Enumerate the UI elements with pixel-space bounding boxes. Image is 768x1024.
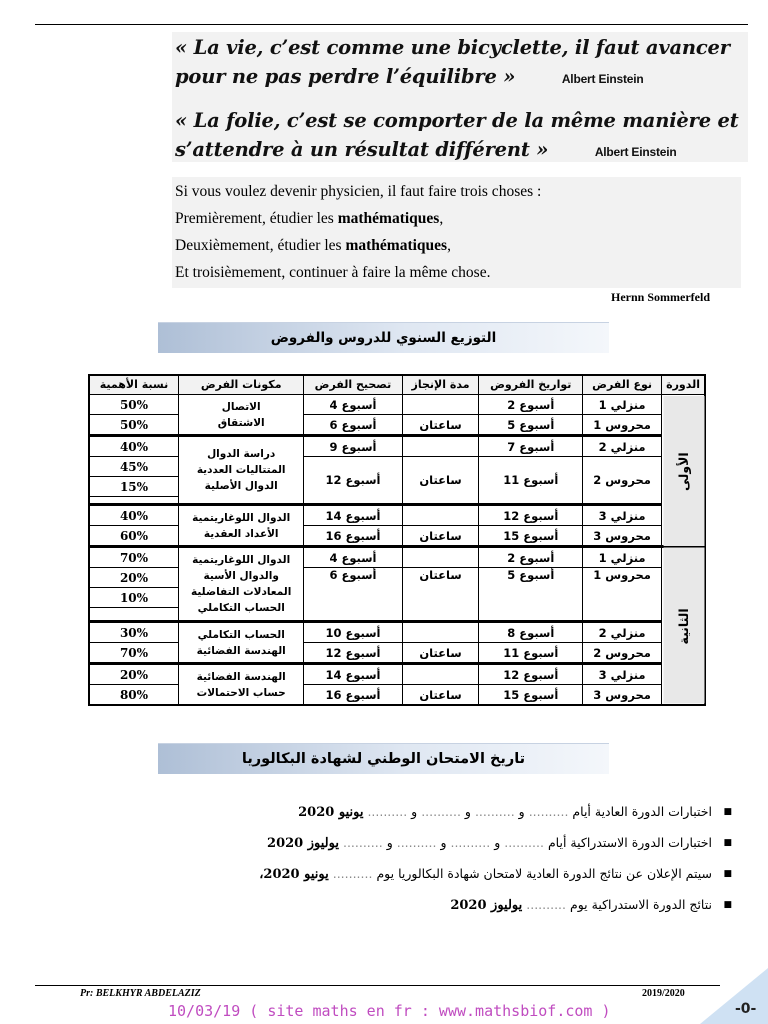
top-rule <box>35 24 748 25</box>
table-row <box>89 395 705 415</box>
list-item <box>120 860 732 891</box>
blank-dots: .......... <box>367 804 408 819</box>
and-word: و <box>440 835 447 850</box>
phys-line-2-pre: Premièrement, étudier les <box>175 210 338 227</box>
cell-correction: أسبوع 4 <box>304 395 402 415</box>
blank-dots: .......... <box>342 835 383 850</box>
annual-distribution-table <box>88 374 706 706</box>
cell-type: محروس 1 <box>583 415 662 436</box>
physicist-quote <box>175 178 735 286</box>
cell-weight: 45% <box>89 457 178 477</box>
exam-line-4-date: يوليوز 2020 <box>450 898 523 913</box>
semester-2-label: الثانية <box>662 547 705 706</box>
phys-line-3 <box>175 232 735 259</box>
blank-dots: .......... <box>526 897 566 912</box>
square-bullet-icon: ■ <box>723 838 732 848</box>
quote-1 <box>175 33 745 94</box>
blank-dots: .......... <box>504 835 544 850</box>
cell-correction: أسبوع 14 <box>304 664 402 685</box>
component-line: الاشتقاق <box>217 416 265 429</box>
exam-dates-list <box>120 798 732 922</box>
exam-line-3-text: سيتم الإعلان عن نتائج الدورة العادية لامتحان شهادة البكالوريا يوم <box>376 866 712 881</box>
cell-correction: أسبوع 12 <box>304 643 402 664</box>
component-line: الحساب التكاملي <box>197 628 285 641</box>
footer-year: 2019/2020 <box>642 988 685 999</box>
and-word: و <box>494 835 501 850</box>
cell-type: منزلي 2 <box>583 436 662 457</box>
cell-components <box>178 505 303 547</box>
cell-correction: أسبوع 6 <box>304 568 402 622</box>
phys-line-3-bold: mathématiques <box>345 237 448 254</box>
cell-correction: أسبوع 6 <box>304 415 402 436</box>
cell-correction: أسبوع 14 <box>304 505 402 526</box>
exam-line-4-text: نتائج الدورة الاستدراكية يوم <box>569 897 712 912</box>
annual-distribution-banner: التوزيع السنوي للدروس والفروض <box>158 322 609 353</box>
component-line: المتتاليات العددية <box>196 464 286 476</box>
cell-date: أسبوع 11 <box>479 457 583 505</box>
cell-duration: ساعتان <box>402 568 479 622</box>
quote-1-text: « La vie, c’est comme une bicyclette, il faut avancer pour ne pas perdre l’équilibre » <box>175 36 730 88</box>
component-line: الدوال اللوغاريتمية <box>192 511 291 524</box>
cell-weight-spacer <box>89 608 178 622</box>
cell-components <box>178 622 303 664</box>
cell-type: محروس 3 <box>583 526 662 547</box>
cell-type: منزلي 3 <box>583 505 662 526</box>
cell-weight: 15% <box>89 477 178 497</box>
baccalaureate-exam-banner: تاريخ الامتحان الوطني لشهادة البكالوريا <box>158 743 609 774</box>
square-bullet-icon: ■ <box>723 869 732 879</box>
phys-line-3-pre: Deuxièmement, étudier les <box>175 237 346 254</box>
cell-duration <box>402 622 479 643</box>
cell-weight: 80% <box>89 685 178 706</box>
and-word: و <box>464 804 471 819</box>
component-line: الحساب التكاملي <box>197 602 285 614</box>
blank-dots: .......... <box>421 804 461 819</box>
header-semester: الدورة <box>662 375 705 395</box>
cell-type: محروس 2 <box>583 457 662 505</box>
cell-duration <box>402 505 479 526</box>
quote-2 <box>175 106 745 167</box>
cell-weight-spacer <box>89 497 178 505</box>
and-word: و <box>411 804 418 819</box>
component-line: الدوال الأصلية <box>204 480 278 492</box>
cell-correction: أسبوع 9 <box>304 436 402 457</box>
cell-type: منزلي 3 <box>583 664 662 685</box>
table-row <box>89 547 705 568</box>
cell-weight: 20% <box>89 568 178 588</box>
table-row <box>89 622 705 643</box>
exam-line-2-date: يوليوز 2020 <box>267 836 339 851</box>
cell-weight: 60% <box>89 526 178 547</box>
blank-dots: .......... <box>474 804 515 819</box>
phys-line-2-post: , <box>439 210 444 227</box>
quote-2-author: Albert Einstein <box>594 145 677 159</box>
exam-line-3-date: يونيو 2020، <box>259 867 329 882</box>
phys-line-2-bold: mathématiques <box>337 210 440 227</box>
list-item <box>120 829 732 860</box>
page-number: -0- <box>735 1001 757 1017</box>
cell-weight: 50% <box>89 395 178 415</box>
exam-line-1-date: يونيو 2020 <box>298 805 364 820</box>
cell-duration <box>402 395 479 415</box>
cell-weight: 10% <box>89 588 178 608</box>
cell-weight: 40% <box>89 505 178 526</box>
physicist-signature: Hernn Sommerfeld <box>611 290 710 304</box>
square-bullet-icon: ■ <box>723 807 732 817</box>
cell-weight: 30% <box>89 622 178 643</box>
footer-rule <box>35 985 720 986</box>
cell-date: أسبوع 11 <box>479 643 583 664</box>
component-line: الدوال اللوغاريتمية <box>192 554 291 566</box>
cell-duration: ساعتان <box>402 685 479 706</box>
quote-2-text: « La folie, c’est se comporter de la même manière et s’attendre à un résultat différent » <box>175 109 739 161</box>
cell-duration: ساعتان <box>402 415 479 436</box>
table-row <box>89 664 705 685</box>
header-correction: تصحيح الفرض <box>304 375 402 395</box>
header-components: مكونات الفرض <box>178 375 303 395</box>
list-item <box>120 891 732 922</box>
cell-duration <box>402 664 479 685</box>
blank-dots: .......... <box>332 866 373 881</box>
cell-duration <box>402 436 479 457</box>
cell-duration: ساعتان <box>402 643 479 664</box>
header-test-type: نوع الفرض <box>583 375 662 395</box>
component-line: دراسة الدوال <box>207 448 276 460</box>
cell-correction: أسبوع 16 <box>304 526 402 547</box>
cell-weight: 70% <box>89 547 178 568</box>
cell-duration <box>402 547 479 568</box>
footer-author: Pr: BELKHYR ABDELAZIZ <box>80 988 201 999</box>
list-item <box>120 798 732 829</box>
quote-1-author: Albert Einstein <box>561 72 644 86</box>
cell-type: محروس 2 <box>583 643 662 664</box>
cell-date: أسبوع 2 <box>479 395 583 415</box>
phys-line-2 <box>175 205 735 232</box>
cell-weight: 40% <box>89 436 178 457</box>
table-header-row <box>89 375 705 395</box>
table-row <box>89 436 705 457</box>
cell-type: منزلي 1 <box>583 395 662 415</box>
header-weight: نسبة الأهمية <box>89 375 178 395</box>
phys-line-1: Si vous voulez devenir physicien, il faut faire trois choses : <box>175 183 542 200</box>
phys-line-4: Et troisièmement, continuer à faire la même chose. <box>175 264 491 281</box>
exam-line-1-text: اختبارات الدورة العادية أيام <box>572 804 712 819</box>
and-word: و <box>386 835 393 850</box>
cell-date: أسبوع 7 <box>479 436 583 457</box>
cell-weight: 70% <box>89 643 178 664</box>
cell-type: محروس 3 <box>583 685 662 706</box>
cell-components <box>178 547 303 622</box>
semester-1-label: الأولى <box>662 395 705 547</box>
cell-date: أسبوع 8 <box>479 622 583 643</box>
cell-correction: أسبوع 12 <box>304 457 402 505</box>
exam-line-2-text: اختبارات الدورة الاستدراكية أيام <box>547 835 712 850</box>
cell-date: أسبوع 5 <box>479 568 583 622</box>
and-word: و <box>518 804 525 819</box>
header-duration: مدة الإنجاز <box>402 375 479 395</box>
component-line: المعادلات التفاضلية <box>191 586 292 598</box>
cell-correction: أسبوع 4 <box>304 547 402 568</box>
footer-site-link[interactable]: 10/03/19 ( site maths en fr : www.mathsbiof.com ) <box>168 1002 611 1020</box>
blank-dots: .......... <box>528 804 569 819</box>
cell-components <box>178 395 303 436</box>
cell-duration: ساعتان <box>402 457 479 505</box>
cell-components <box>178 664 303 706</box>
phys-line-3-post: , <box>447 237 451 254</box>
cell-correction: أسبوع 10 <box>304 622 402 643</box>
cell-components <box>178 436 303 505</box>
cell-weight: 50% <box>89 415 178 436</box>
component-line: حساب الاحتمالات <box>196 686 286 699</box>
cell-date: أسبوع 12 <box>479 664 583 685</box>
cell-date: أسبوع 15 <box>479 526 583 547</box>
component-line: الأعداد العقدية <box>203 527 279 540</box>
blank-dots: .......... <box>396 835 437 850</box>
cell-type: منزلي 2 <box>583 622 662 643</box>
table-row <box>89 505 705 526</box>
cell-date: أسبوع 12 <box>479 505 583 526</box>
component-line: الهندسة الفضائية <box>196 644 286 657</box>
cell-type: منزلي 1 <box>583 547 662 568</box>
component-line: الاتصال <box>221 400 261 413</box>
component-line: الهندسة الفضائية <box>196 670 286 683</box>
cell-date: أسبوع 2 <box>479 547 583 568</box>
square-bullet-icon: ■ <box>723 900 732 910</box>
cell-type: محروس 1 <box>583 568 662 622</box>
cell-duration: ساعتان <box>402 526 479 547</box>
cell-date: أسبوع 5 <box>479 415 583 436</box>
component-line: والدوال الأسية <box>203 570 279 582</box>
corner-decoration <box>700 968 768 1024</box>
blank-dots: .......... <box>450 835 491 850</box>
cell-correction: أسبوع 16 <box>304 685 402 706</box>
cell-date: أسبوع 15 <box>479 685 583 706</box>
cell-weight: 20% <box>89 664 178 685</box>
header-test-dates: تواريخ الفروض <box>479 375 583 395</box>
